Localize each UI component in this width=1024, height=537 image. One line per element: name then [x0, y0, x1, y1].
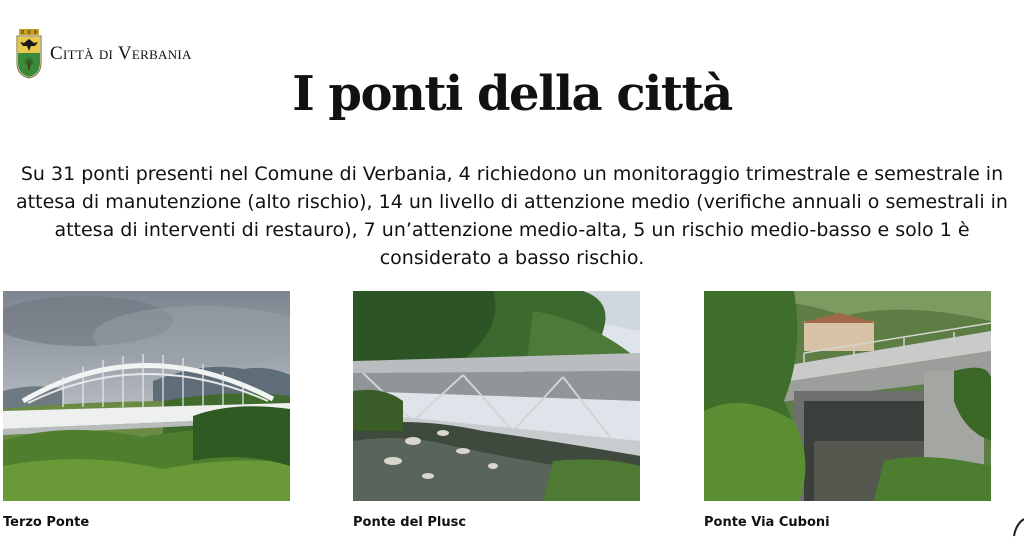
page-title: I ponti della città — [292, 66, 732, 122]
caption-ponte-via-cuboni: Ponte Via Cuboni — [704, 515, 830, 530]
caption-terzo-ponte: Terzo Ponte — [3, 515, 90, 530]
caption-ponte-del-plusc: Ponte del Plusc — [353, 515, 467, 530]
photo-terzo-ponte — [3, 291, 290, 501]
description-text: Su 31 ponti presenti nel Comune di Verbania, 4 richiedono un monitoraggio trimestrale e semestrale in attesa di manutenzione (alto rischio), 14 un livello di attenzione medio (verifiche annuali o semestrali in attesa di interventi di restauro), 7 un’attenzione medio-alta, 5 un rischio medio-basso e solo 1 è considerato a basso rischio. — [16, 163, 1008, 269]
logo-text: Città di Verbania — [50, 43, 192, 64]
corner-mark-icon — [1012, 518, 1024, 537]
photo-ponte-del-plusc — [353, 291, 640, 501]
photo-ponte-via-cuboni — [704, 291, 991, 501]
